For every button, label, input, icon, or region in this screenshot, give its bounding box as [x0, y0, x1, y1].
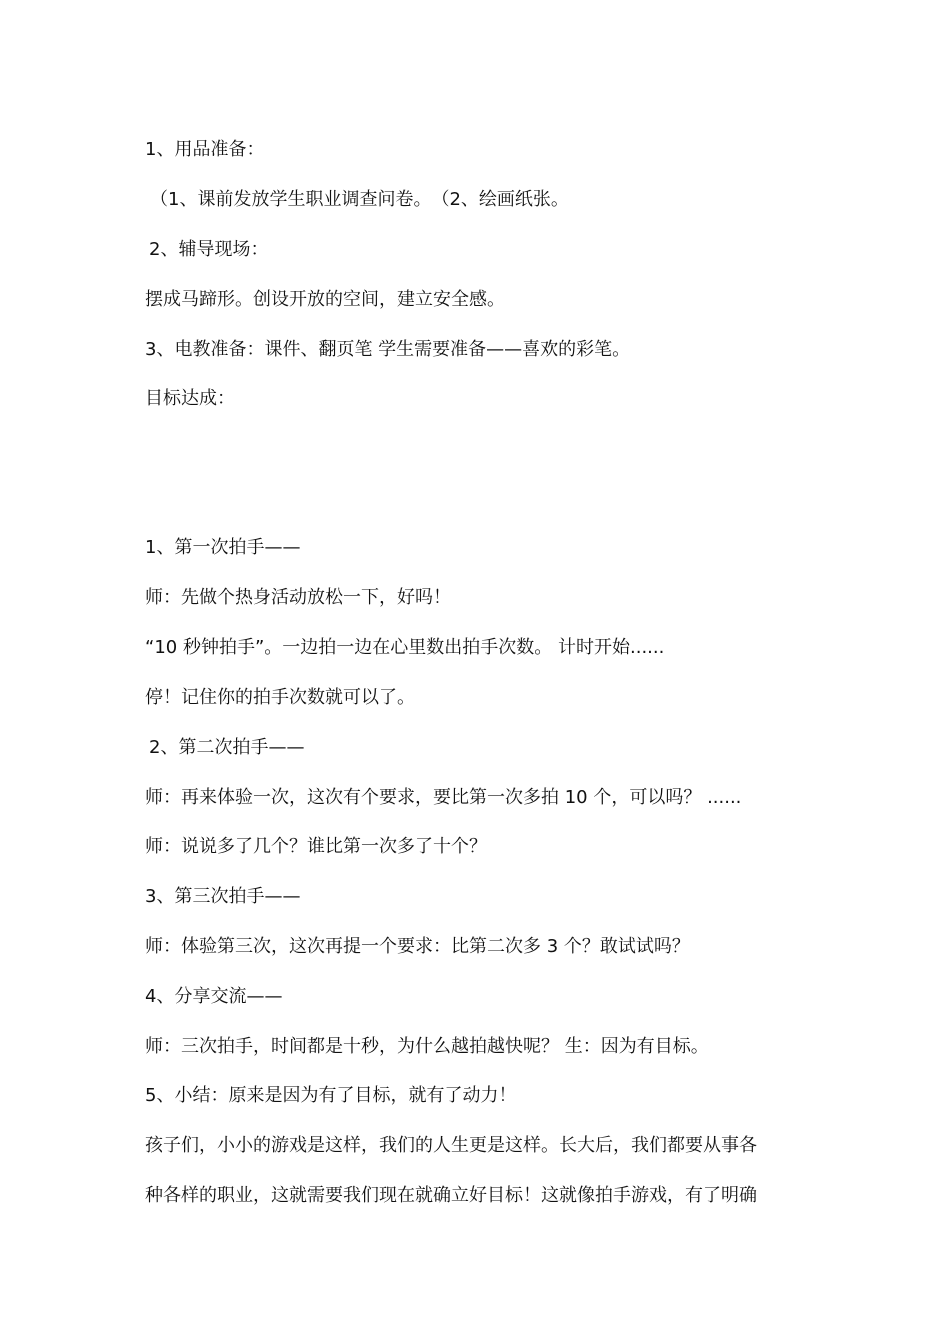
text-line: 5、小结：原来是因为有了目标，就有了动力！ — [145, 1085, 517, 1106]
text-line: 师：体验第三次，这次再提一个要求：比第二次多 3 个？敢试试吗？ — [145, 936, 690, 957]
text-line: 师：三次拍手，时间都是十秒，为什么越拍越快呢？ 生：因为有目标。 — [145, 1036, 709, 1057]
text-line: 师：说说多了几个？谁比第一次多了十个？ — [145, 836, 487, 857]
text-line: 3、电教准备：课件、翻页笔 学生需要准备——喜欢的彩笔。 — [145, 339, 631, 360]
text-line: 种各样的职业，这就需要我们现在就确立好目标！这就像拍手游戏，有了明确 — [145, 1185, 757, 1206]
text-line: 4、分享交流—— — [145, 986, 283, 1007]
text-line: 1、用品准备： — [145, 139, 265, 160]
text-line: 目标达成： — [145, 388, 235, 409]
text-line: 1、第一次拍手—— — [145, 537, 301, 558]
text-line: 停！记住你的拍手次数就可以了。 — [145, 687, 415, 708]
text-line: 2、辅导现场： — [149, 239, 269, 260]
text-line: 2、第二次拍手—— — [149, 737, 305, 758]
text-line: 师：再来体验一次，这次有个要求，要比第一次多拍 10 个，可以吗？ ...... — [145, 787, 742, 808]
text-line: 师：先做个热身活动放松一下，好吗！ — [145, 587, 451, 608]
text-line: 孩子们，小小的游戏是这样，我们的人生更是这样。长大后，我们都要从事各 — [145, 1135, 757, 1156]
text-line: 摆成马蹄形。创设开放的空间，建立安全感。 — [145, 289, 505, 310]
text-line: “10 秒钟拍手”。一边拍一边在心里数出拍手次数。 计时开始...... — [145, 637, 665, 658]
text-line: 3、第三次拍手—— — [145, 886, 301, 907]
text-line: （1、课前发放学生职业调查问卷。 （2、绘画纸张。 — [150, 189, 569, 210]
